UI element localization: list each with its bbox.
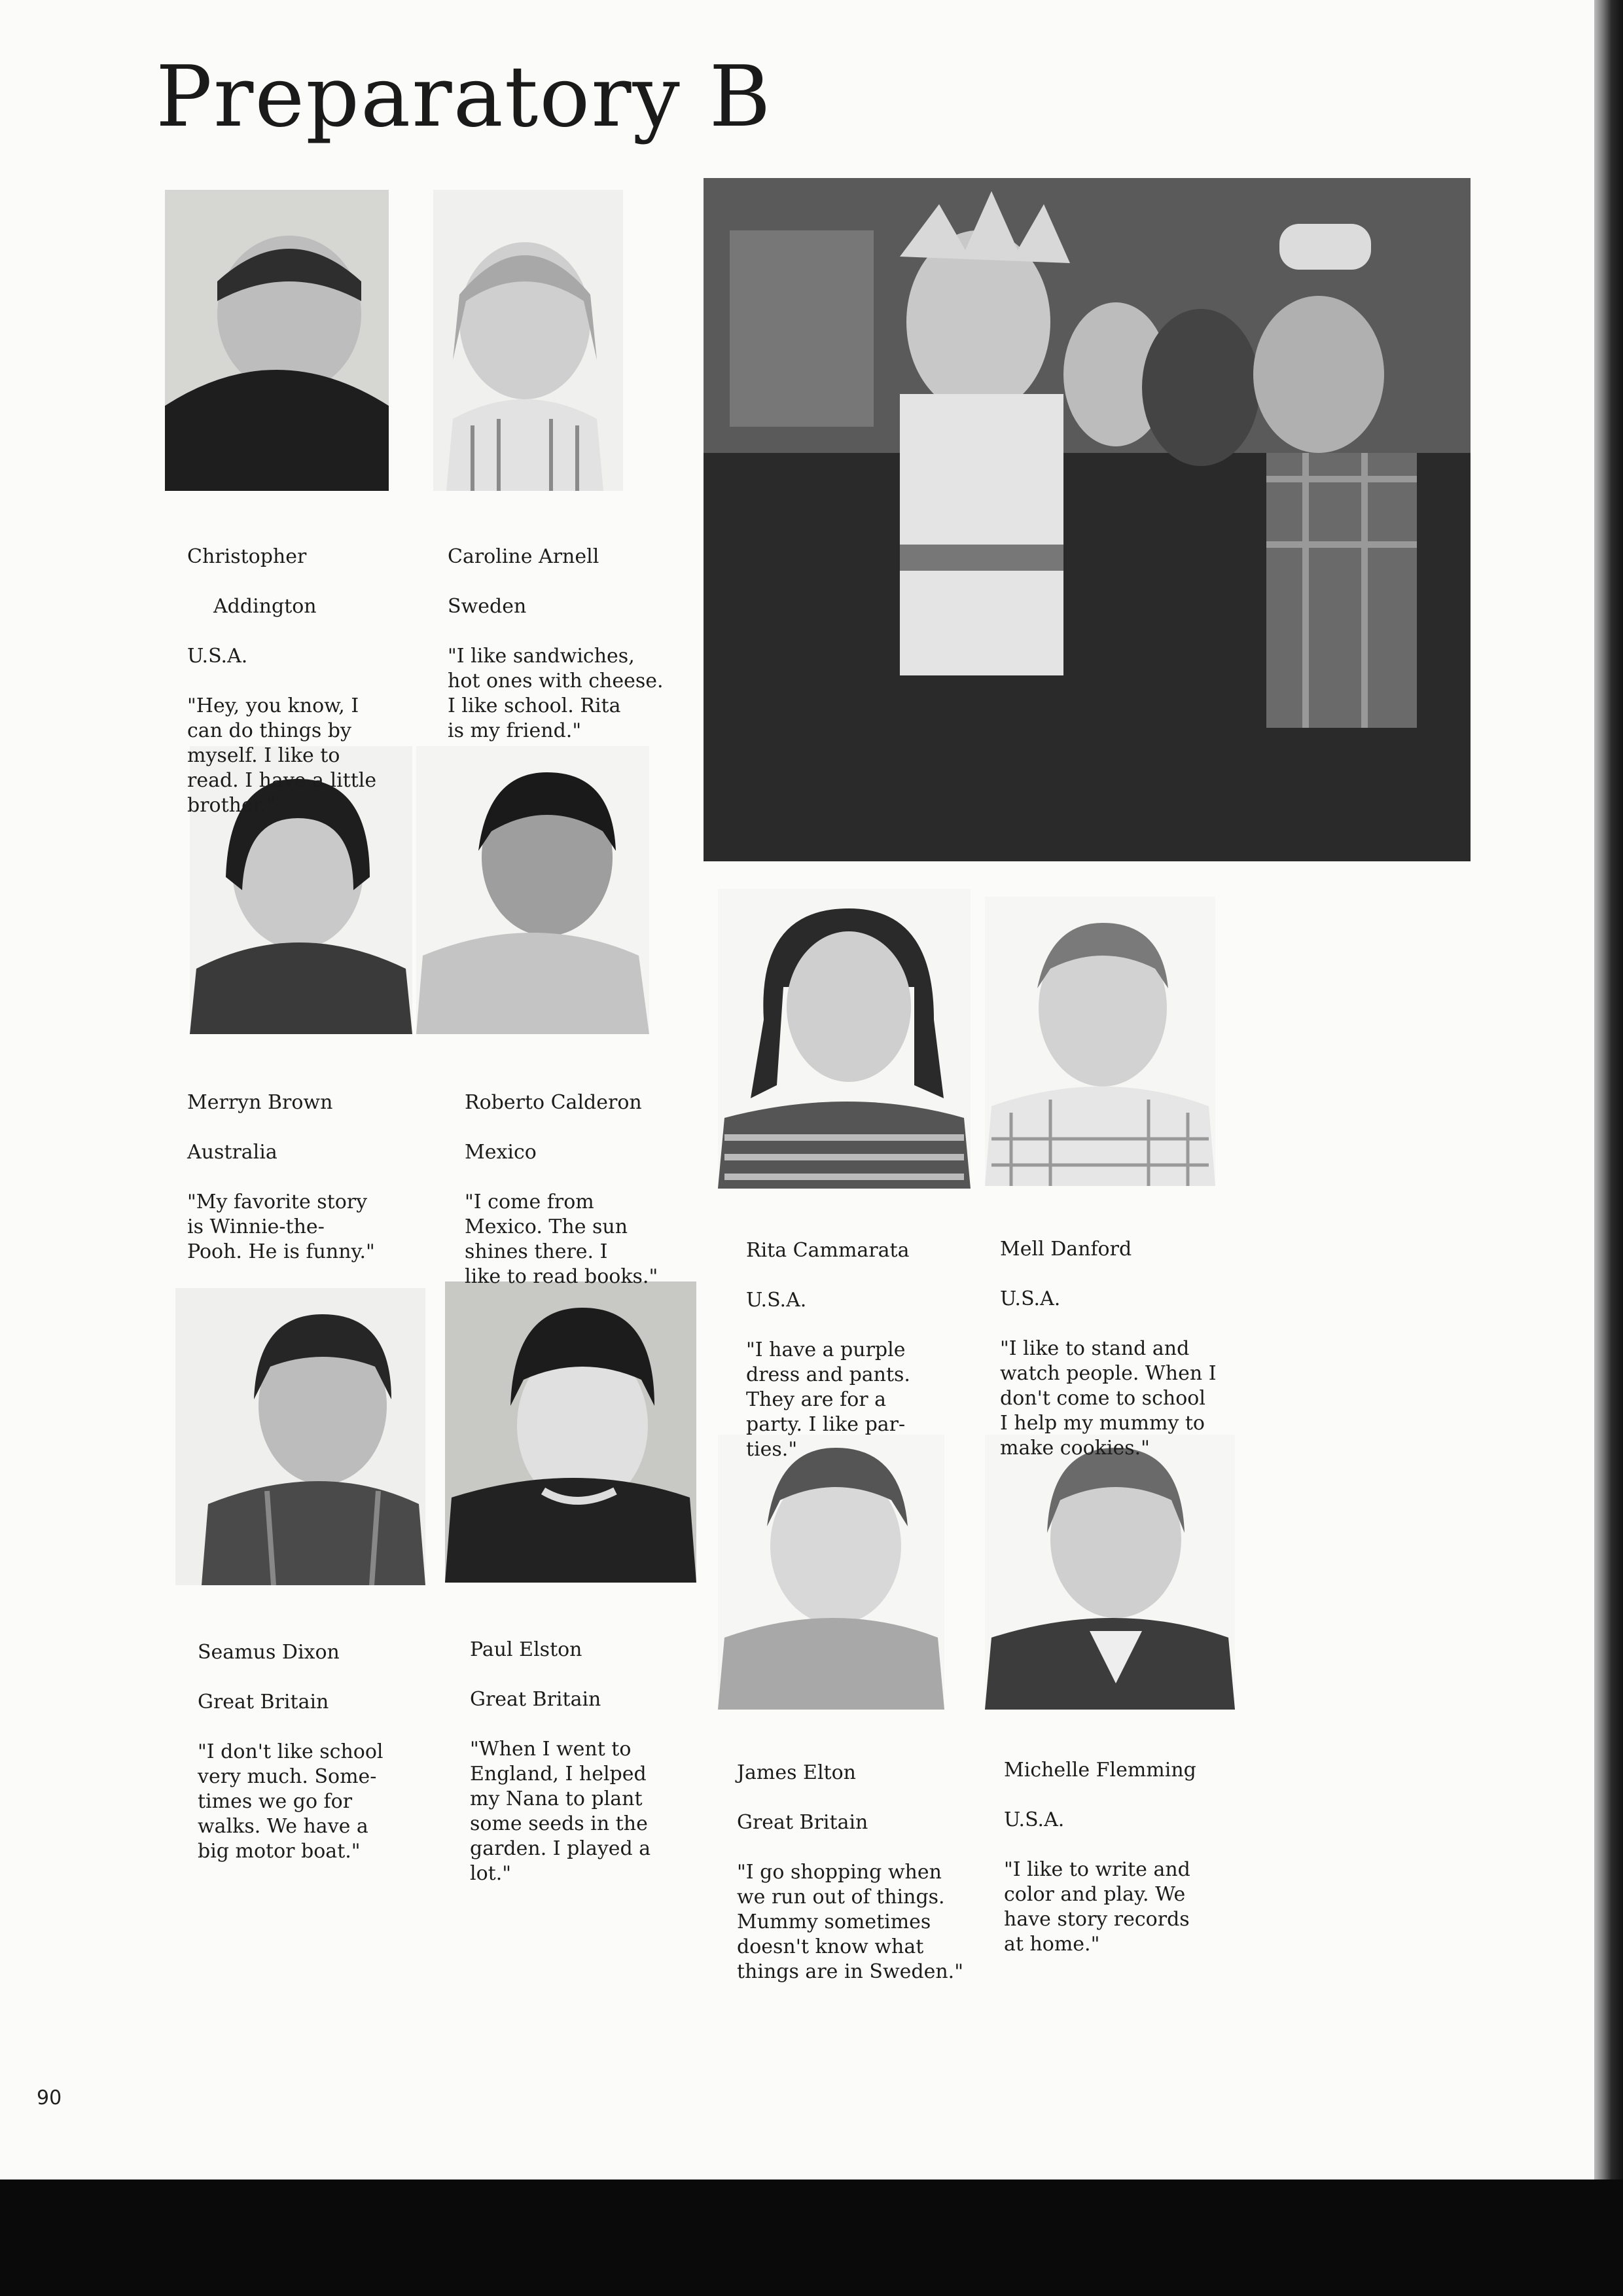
student-name: Seamus Dixon	[198, 1641, 340, 1664]
caption-mell-danford	[1000, 1212, 1217, 1486]
page-number: 90	[37, 2087, 62, 2109]
student-quote: "I like to write and color and play. We have story records at home."	[1004, 1858, 1190, 1956]
portrait-rita-cammarata	[718, 889, 971, 1189]
student-quote: "I have a purple dress and pants. They are for a party. I like par- ties."	[746, 1338, 910, 1461]
portrait-paul-elston	[445, 1282, 696, 1583]
portrait-mell-danford	[985, 897, 1215, 1186]
caption-james-elton	[737, 1736, 963, 2009]
page-title: Preparatory B	[156, 48, 772, 146]
caption-christopher-addington	[187, 520, 376, 843]
student-name: Rita Cammarata	[746, 1239, 910, 1262]
student-country: U.S.A.	[746, 1289, 807, 1312]
student-country: Great Britain	[470, 1688, 601, 1711]
caption-roberto-calderon	[465, 1066, 658, 1314]
group-classroom-photo	[704, 178, 1471, 861]
student-country: Australia	[187, 1141, 277, 1164]
student-name-continued: Addington	[213, 595, 317, 618]
portrait-christopher-addington	[165, 190, 389, 491]
student-name: Christopher	[187, 545, 307, 568]
student-quote: "I come from Mexico. The sun shines there. I like to read books."	[465, 1191, 658, 1288]
student-quote: "When I went to England, I helped my Nana to plant some seeds in the garden. I played a lot."	[470, 1738, 651, 1885]
scan-background-band	[0, 2179, 1623, 2296]
student-quote: "I go shopping when we run out of things. Mummy sometimes doesn't know what things are in Sweden."	[737, 1861, 963, 1983]
caption-paul-elston	[470, 1613, 651, 1911]
student-name: James Elton	[737, 1761, 856, 1784]
student-country: Sweden	[448, 595, 527, 618]
student-country: U.S.A.	[1004, 1808, 1065, 1831]
student-quote: "My favorite story is Winnie-the- Pooh. He is funny."	[187, 1191, 375, 1263]
student-quote: "I like sandwiches, hot ones with cheese. I like school. Rita is my friend."	[448, 645, 664, 742]
student-country: U.S.A.	[187, 645, 248, 668]
student-country: Mexico	[465, 1141, 537, 1164]
student-name: Caroline Arnell	[448, 545, 599, 568]
student-name: Merryn Brown	[187, 1091, 333, 1114]
book-binding-edge	[1594, 0, 1623, 2179]
student-country: Great Britain	[737, 1811, 868, 1834]
portrait-caroline-arnell	[433, 190, 623, 491]
student-country: Great Britain	[198, 1691, 329, 1713]
student-quote: "I don't like school very much. Some- times we go for walks. We have a big motor boat."	[198, 1740, 383, 1863]
portrait-seamus-dixon	[175, 1288, 425, 1585]
caption-merryn-brown	[187, 1066, 375, 1289]
student-quote: "I like to stand and watch people. When I don't come to school I help my mummy to make cookies."	[1000, 1337, 1217, 1460]
student-name: Michelle Flemming	[1004, 1759, 1196, 1782]
caption-rita-cammarata	[746, 1213, 910, 1487]
caption-seamus-dixon	[198, 1615, 383, 1889]
student-name: Paul Elston	[470, 1638, 582, 1661]
caption-michelle-flemming	[1004, 1733, 1196, 1982]
portrait-roberto-calderon	[416, 746, 649, 1034]
student-name: Roberto Calderon	[465, 1091, 642, 1114]
caption-caroline-arnell	[448, 520, 664, 768]
student-quote: "Hey, you know, I can do things by myself. I like to read. I have a little brother."	[187, 694, 377, 817]
student-country: U.S.A.	[1000, 1287, 1061, 1310]
student-name: Mell Danford	[1000, 1238, 1132, 1261]
